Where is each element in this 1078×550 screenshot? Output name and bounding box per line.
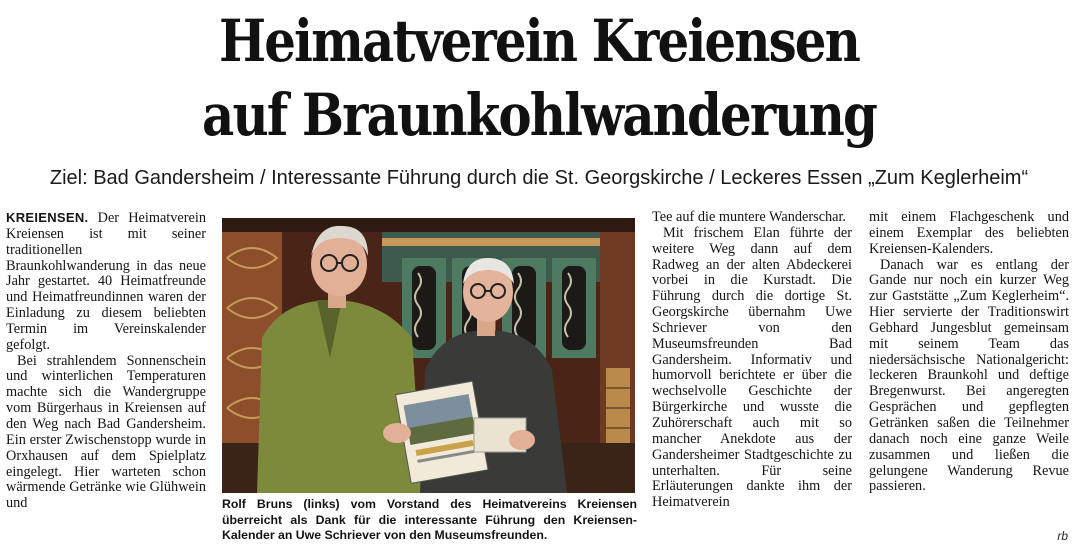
paragraph: Bei strahlendem Sonnenschein und winterlichen Temperaturen machte sich die Wandergruppe vom Bürgerhaus in Kreiensen auf den Weg nach Bad Gandersheim. Ein erster Zwischenstopp wurde in Orxhausen auf dem Spielplatz eingelegt. Hier warteten schon wärmende Getränke wie Glühwein und <box>6 352 206 512</box>
paragraph-text: Der Heimatverein Kreiensen ist mit seiner traditionellen Braunkohlwanderung in das neue Jahr gestartet. 40 Heimatfreunde und Heimatfreundinnen waren der Einladung zu diesem beliebten Termin im Vereinskalender gefolgt. <box>6 210 206 353</box>
subheadline: Ziel: Bad Gandersheim / Interessante Führung durch die St. Georgskirche / Leckeres Essen „Zum Keglerheim“ <box>49 167 1029 189</box>
photo-caption: Rolf Bruns (links) vom Vorstand des Heimatvereins Kreiensen überreicht als Dank für die interessante Führung den Kreiensen-Kalender an Uwe Schriever von den Museumsfreunden. <box>222 497 637 542</box>
article-column-3 <box>652 210 852 550</box>
headline-line-1: Heimatverein Kreiensen <box>218 7 860 75</box>
paragraph: Mit frischem Elan führte der weitere Weg dann auf dem Radweg an der alten Abdeckerei vorbei in die Kurstadt. Die Führung durch die dortige St. Georgskirche übernahm Uwe Schriever von den Museumsfreunden Bad Gandersheim. Informativ und humorvoll berichtete er über die wechselvolle Geschichte der Bürgerkirche und wusste die Zuhörerschaft auch mit so mancher Anekdote aus der Gandersheimer Stadtgeschichte zu unterhalten. Für seine Erläuterungen dankte ihm der Heimatverein <box>652 224 852 511</box>
dateline: KREIENSEN. <box>6 210 89 225</box>
article-column-4 <box>869 210 1069 550</box>
paragraph: Tee auf die muntere Wanderschar. <box>652 210 847 225</box>
headline-line-2: auf Braunkohlwanderung <box>202 81 876 149</box>
author-initials: rb <box>1057 529 1068 543</box>
paragraph: mit einem Flachgeschenk und einem Exemplar des beliebten Kreiensen-Kalenders. <box>869 210 1069 257</box>
paragraph <box>6 210 206 354</box>
article-photo <box>222 218 635 493</box>
paragraph: Danach war es entlang der Gande nur noch ein kurzer Weg zur Gaststätte „Zum Keglerheim“. Hier servierte der Traditionswirt Gebhard Jungesblut gemeinsam mit seinem Team das niedersächsische Nationalgericht: leckeren Braunkohl und deftige Bregenwurst. Bei angeregten Gesprächen und gepflegten Getränken saßen die Teilnehmer danach noch eine ganze Weile zusammen und ließen die gelungene Wanderung Revue passieren. <box>869 256 1069 495</box>
article-column-1 <box>6 210 206 550</box>
